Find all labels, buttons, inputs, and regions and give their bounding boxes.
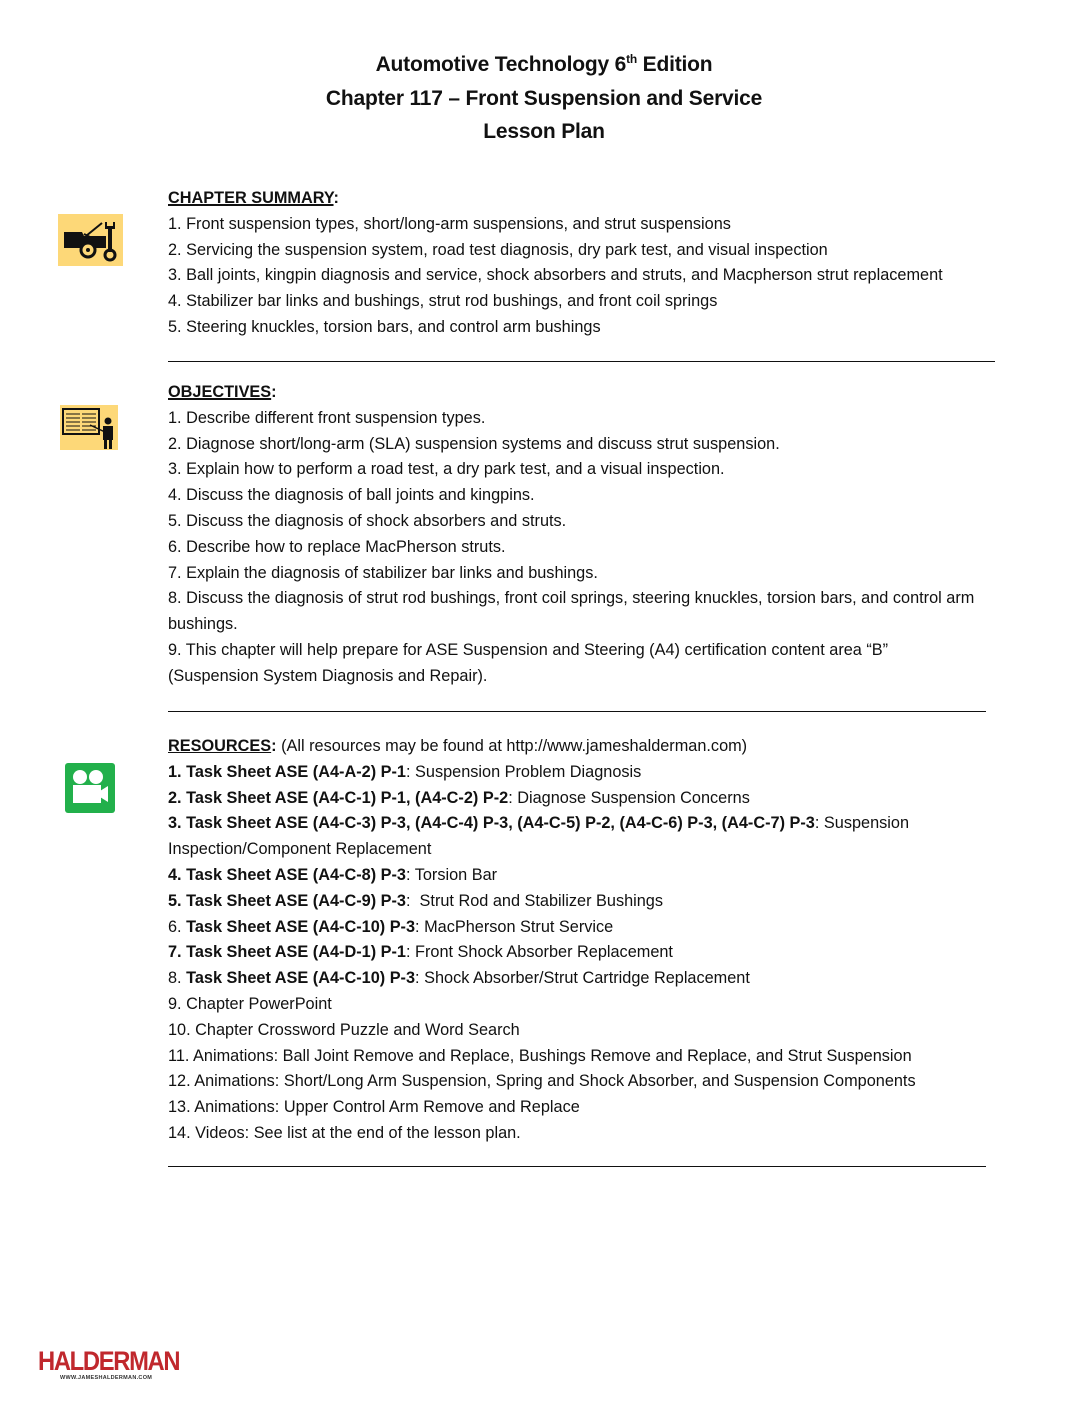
task-sheet-description: : Diagnose Suspension Concerns	[508, 788, 750, 807]
task-sheet-description: : Suspension Problem Diagnosis	[405, 762, 642, 781]
task-sheet-code: Task Sheet ASE (A4-D-1) P-1	[186, 943, 406, 962]
heading-colon: :	[271, 383, 277, 401]
objective-item: 6. Describe how to replace MacPherson struts.	[168, 537, 506, 556]
logo-url: WWW.JAMESHALDERMAN.COM	[60, 1375, 153, 1381]
task-sheet-item	[168, 760, 1028, 786]
item-number: 1.	[168, 762, 182, 781]
task-sheet-code: Task Sheet ASE (A4-A-2) P-1	[186, 762, 406, 781]
chapter-summary-section	[168, 186, 1028, 341]
task-sheet-item	[168, 940, 1028, 966]
resource-item: 11. Animations: Ball Joint Remove and Replace, Bushings Remove and Replace, and Strut Suspension	[168, 1046, 912, 1065]
objective-item: 2. Diagnose short/long-arm (SLA) suspension systems and discuss strut suspension.	[168, 434, 780, 453]
title-line-lesson-plan: Lesson Plan	[483, 120, 605, 143]
objectives-section	[168, 380, 1028, 690]
task-sheet-item	[168, 966, 1028, 992]
objective-item: 9. This chapter will help prepare for ASE Suspension and Steering (A4) certification content area “B” (Suspension System Diagnosis and Repair).	[168, 640, 889, 685]
task-sheet-item	[168, 915, 1028, 941]
task-sheet-item	[168, 889, 1028, 915]
resources-heading	[168, 737, 277, 755]
task-sheet-description: : Suspension Inspection/Component Replacement	[168, 814, 909, 859]
task-sheet-description: : Strut Rod and Stabilizer Bushings	[405, 891, 664, 910]
title-superscript: th	[626, 52, 638, 66]
objective-item: 1. Describe different front suspension types.	[168, 408, 486, 427]
task-sheet-description: : MacPherson Strut Service	[415, 917, 614, 936]
item-number: 2.	[168, 788, 182, 807]
resources-heading-line	[168, 734, 1028, 760]
summary-item: 5. Steering knuckles, torsion bars, and control arm bushings	[168, 317, 601, 336]
car-repair-icon	[58, 214, 123, 271]
task-sheet-item	[168, 811, 958, 863]
summary-item: 3. Ball joints, kingpin diagnosis and service, shock absorbers and struts, and Macpherson strut replacement	[168, 266, 943, 285]
video-camera-icon	[65, 763, 115, 818]
objective-item: 7. Explain the diagnosis of stabilizer bar links and bushings.	[168, 563, 598, 582]
item-number: 8.	[168, 969, 182, 988]
document-title	[0, 48, 1088, 149]
resources-section	[168, 734, 1028, 1147]
task-sheet-code: Task Sheet ASE (A4-C-10) P-3	[186, 917, 416, 936]
task-sheet-description: : Front Shock Absorber Replacement	[405, 943, 673, 962]
objective-item: 3. Explain how to perform a road test, a dry park test, and a visual inspection.	[168, 460, 725, 479]
resource-item: 10. Chapter Crossword Puzzle and Word Search	[168, 1020, 520, 1039]
title-edition: Edition	[637, 53, 713, 76]
halderman-logo	[38, 1348, 198, 1381]
task-sheet-code: Task Sheet ASE (A4-C-1) P-1, (A4-C-2) P-2	[186, 788, 509, 807]
objective-item: 8. Discuss the diagnosis of strut rod bushings, front coil springs, steering knuckles, torsion bars, and control arm bushings.	[168, 589, 975, 634]
objective-item: 4. Discuss the diagnosis of ball joints and kingpins.	[168, 486, 535, 505]
task-sheet-description: : Shock Absorber/Strut Cartridge Replacement	[415, 969, 750, 988]
logo-wordmark: HALDERMAN	[38, 1346, 180, 1376]
task-sheet-item	[168, 863, 1028, 889]
objective-item: 5. Discuss the diagnosis of shock absorbers and struts.	[168, 511, 567, 530]
task-sheet-code: Task Sheet ASE (A4-C-10) P-3	[186, 969, 416, 988]
title-line-chapter: Chapter 117 – Front Suspension and Service	[325, 86, 763, 110]
item-number: 5.	[168, 891, 182, 910]
resource-item: 14. Videos: See list at the end of the lesson plan.	[168, 1123, 521, 1142]
resources-heading-text: RESOURCES	[168, 737, 272, 755]
item-number: 6.	[168, 917, 182, 936]
heading-colon: :	[333, 189, 339, 207]
item-number: 3.	[168, 814, 182, 833]
section-divider	[168, 711, 986, 712]
resource-item: 13. Animations: Upper Control Arm Remove and Replace	[168, 1098, 580, 1117]
objectives-heading	[168, 380, 1028, 406]
summary-item: 1. Front suspension types, short/long-arm suspensions, and strut suspensions	[168, 214, 731, 233]
resource-item: 12. Animations: Short/Long Arm Suspension, Spring and Shock Absorber, and Suspension Components	[168, 1072, 916, 1091]
section-divider	[168, 1166, 986, 1167]
title-line-book	[0, 48, 1088, 82]
section-divider	[168, 361, 995, 362]
summary-item: 2. Servicing the suspension system, road test diagnosis, dry park test, and visual inspection	[168, 240, 828, 259]
resources-note: (All resources may be found at http://www.jameshalderman.com)	[276, 737, 748, 755]
task-sheet-item	[168, 786, 1028, 812]
heading-colon: :	[271, 737, 277, 755]
objectives-heading-text: OBJECTIVES	[168, 383, 272, 401]
summary-item: 4. Stabilizer bar links and bushings, strut rod bushings, and front coil springs	[168, 292, 718, 311]
chapter-summary-heading-text: CHAPTER SUMMARY	[168, 189, 334, 207]
item-number: 4.	[168, 865, 182, 884]
title-book-name: Automotive Technology 6	[375, 53, 627, 76]
task-sheet-code: Task Sheet ASE (A4-C-9) P-3	[186, 891, 406, 910]
item-number: 7.	[168, 943, 182, 962]
task-sheet-description: : Torsion Bar	[405, 865, 498, 884]
task-sheet-code: Task Sheet ASE (A4-C-8) P-3	[186, 865, 406, 884]
resource-item: 9. Chapter PowerPoint	[168, 994, 332, 1013]
chapter-summary-heading	[168, 186, 1028, 212]
task-sheet-code: Task Sheet ASE (A4-C-3) P-3, (A4-C-4) P-3, (A4-C-5) P-2, (A4-C-6) P-3, (A4-C-7) P-3	[186, 814, 815, 833]
teacher-whiteboard-icon	[60, 405, 118, 455]
